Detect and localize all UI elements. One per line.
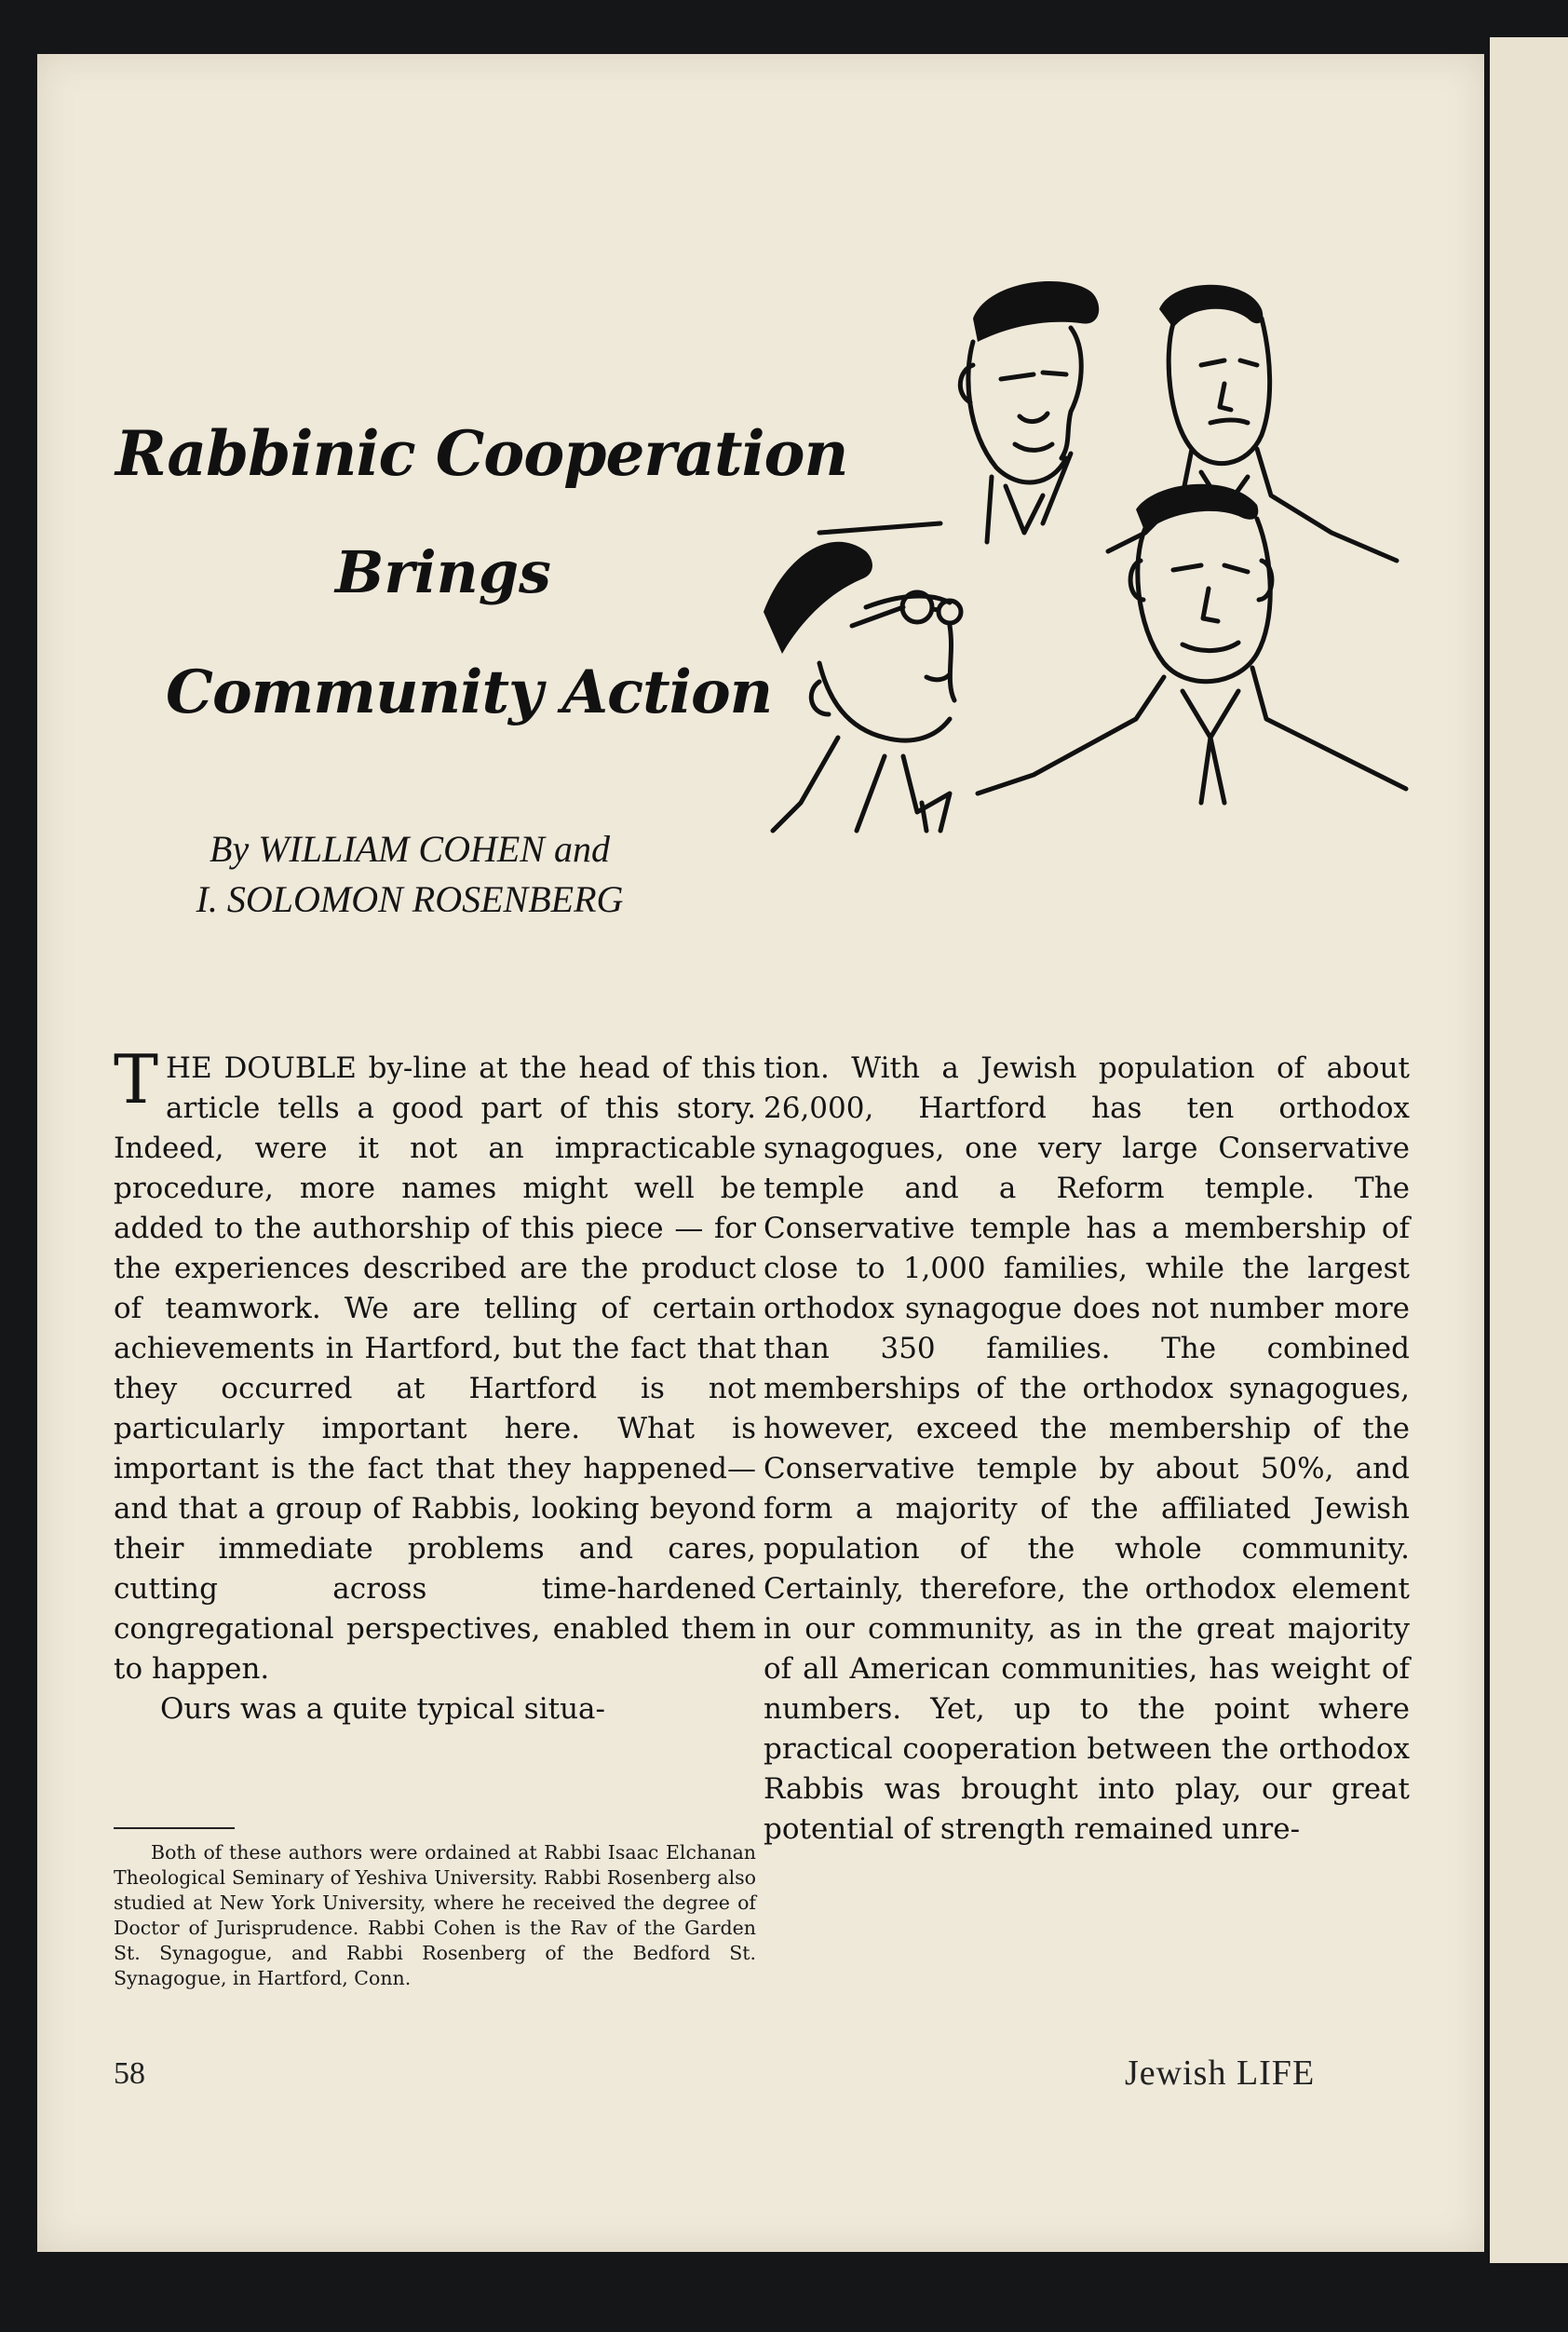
- second-paragraph-continued: tion. With a Jewish population of about 26,000, Hartford has ten orthodox synagogues, one very large Conservative temple and a Reform temple. The Conservative temple has a membership of close to 1,000 families, while the largest orthodox synagogue does not number more than 350 families. The combined memberships of the orthodox synagogues, however, exceed the membership of the Conservative temple by about 50%, and form a majority of the affiliated Jewish population of the whole community. Certainly, therefore, the orthodox element in our community, as in the great majority of all American communities, has weight of numbers. Yet, up to the point where practical cooperation between the orthodox Rabbis was brought into play, our great potential of strength remained unre-: [764, 1051, 1410, 1846]
- rabbi-figure-bottom-right: [978, 484, 1406, 803]
- adjacent-page-edge: [1490, 37, 1568, 2263]
- page-number: 58: [114, 2056, 145, 2091]
- article-title-line-3: Community Action: [166, 658, 773, 727]
- byline-author-1: WILLIAM COHEN: [258, 828, 545, 870]
- left-text-column: [114, 1040, 756, 1729]
- rabbi-figure-top-left: [819, 281, 1099, 542]
- magazine-name: Jewish LIFE: [1125, 2054, 1316, 2093]
- right-text-column: [764, 1049, 1410, 1850]
- byline-conjunction: and: [553, 828, 610, 870]
- drop-cap: T: [114, 1040, 159, 1119]
- second-paragraph-start: Ours was a quite typical situa-: [160, 1692, 606, 1726]
- author-footnote: Both of these authors were ordained at Rabbi Isaac Elchanan Theological Seminary of Yeshiva University. Rabbi Rosenberg also studied at New York University, where he received the degree of Doctor of Jurisprudence. Rabbi Cohen is the Rav of the Garden St. Synagogue, and Rabbi Rosenberg of the Bedford St. Synagogue, in Hartford, Conn.: [114, 1841, 756, 1989]
- article-title-line-2: Brings: [335, 538, 551, 606]
- byline-author-2: I. SOLOMON ROSENBERG: [196, 878, 624, 920]
- opening-paragraph: [114, 1040, 756, 1689]
- byline-prefix: By: [210, 828, 250, 870]
- four-rabbis-illustration: [764, 253, 1415, 1017]
- article-title-line-1: Rabbinic Cooperation: [115, 417, 848, 490]
- rabbi-figure-bottom-left: [764, 542, 961, 831]
- footnote-divider: [114, 1827, 235, 1829]
- byline-line-1: [65, 827, 754, 871]
- opening-paragraph-text: HE DOUBLE by-line at the head of this article tells a good part of this story. Indeed, were it not an impracticable procedure, more names might well be added to the authorship of this piece — for the experiences described are the product of teamwork. We are telling of certain achievements in Hartford, but the fact that they occurred at Hartford is not particularly important here. What is important is the fact that they happened—and that a group of Rabbis, looking beyond their immediate problems and cares, cutting across time-hardened congregational perspectives, enabled them to happen.: [114, 1051, 756, 1686]
